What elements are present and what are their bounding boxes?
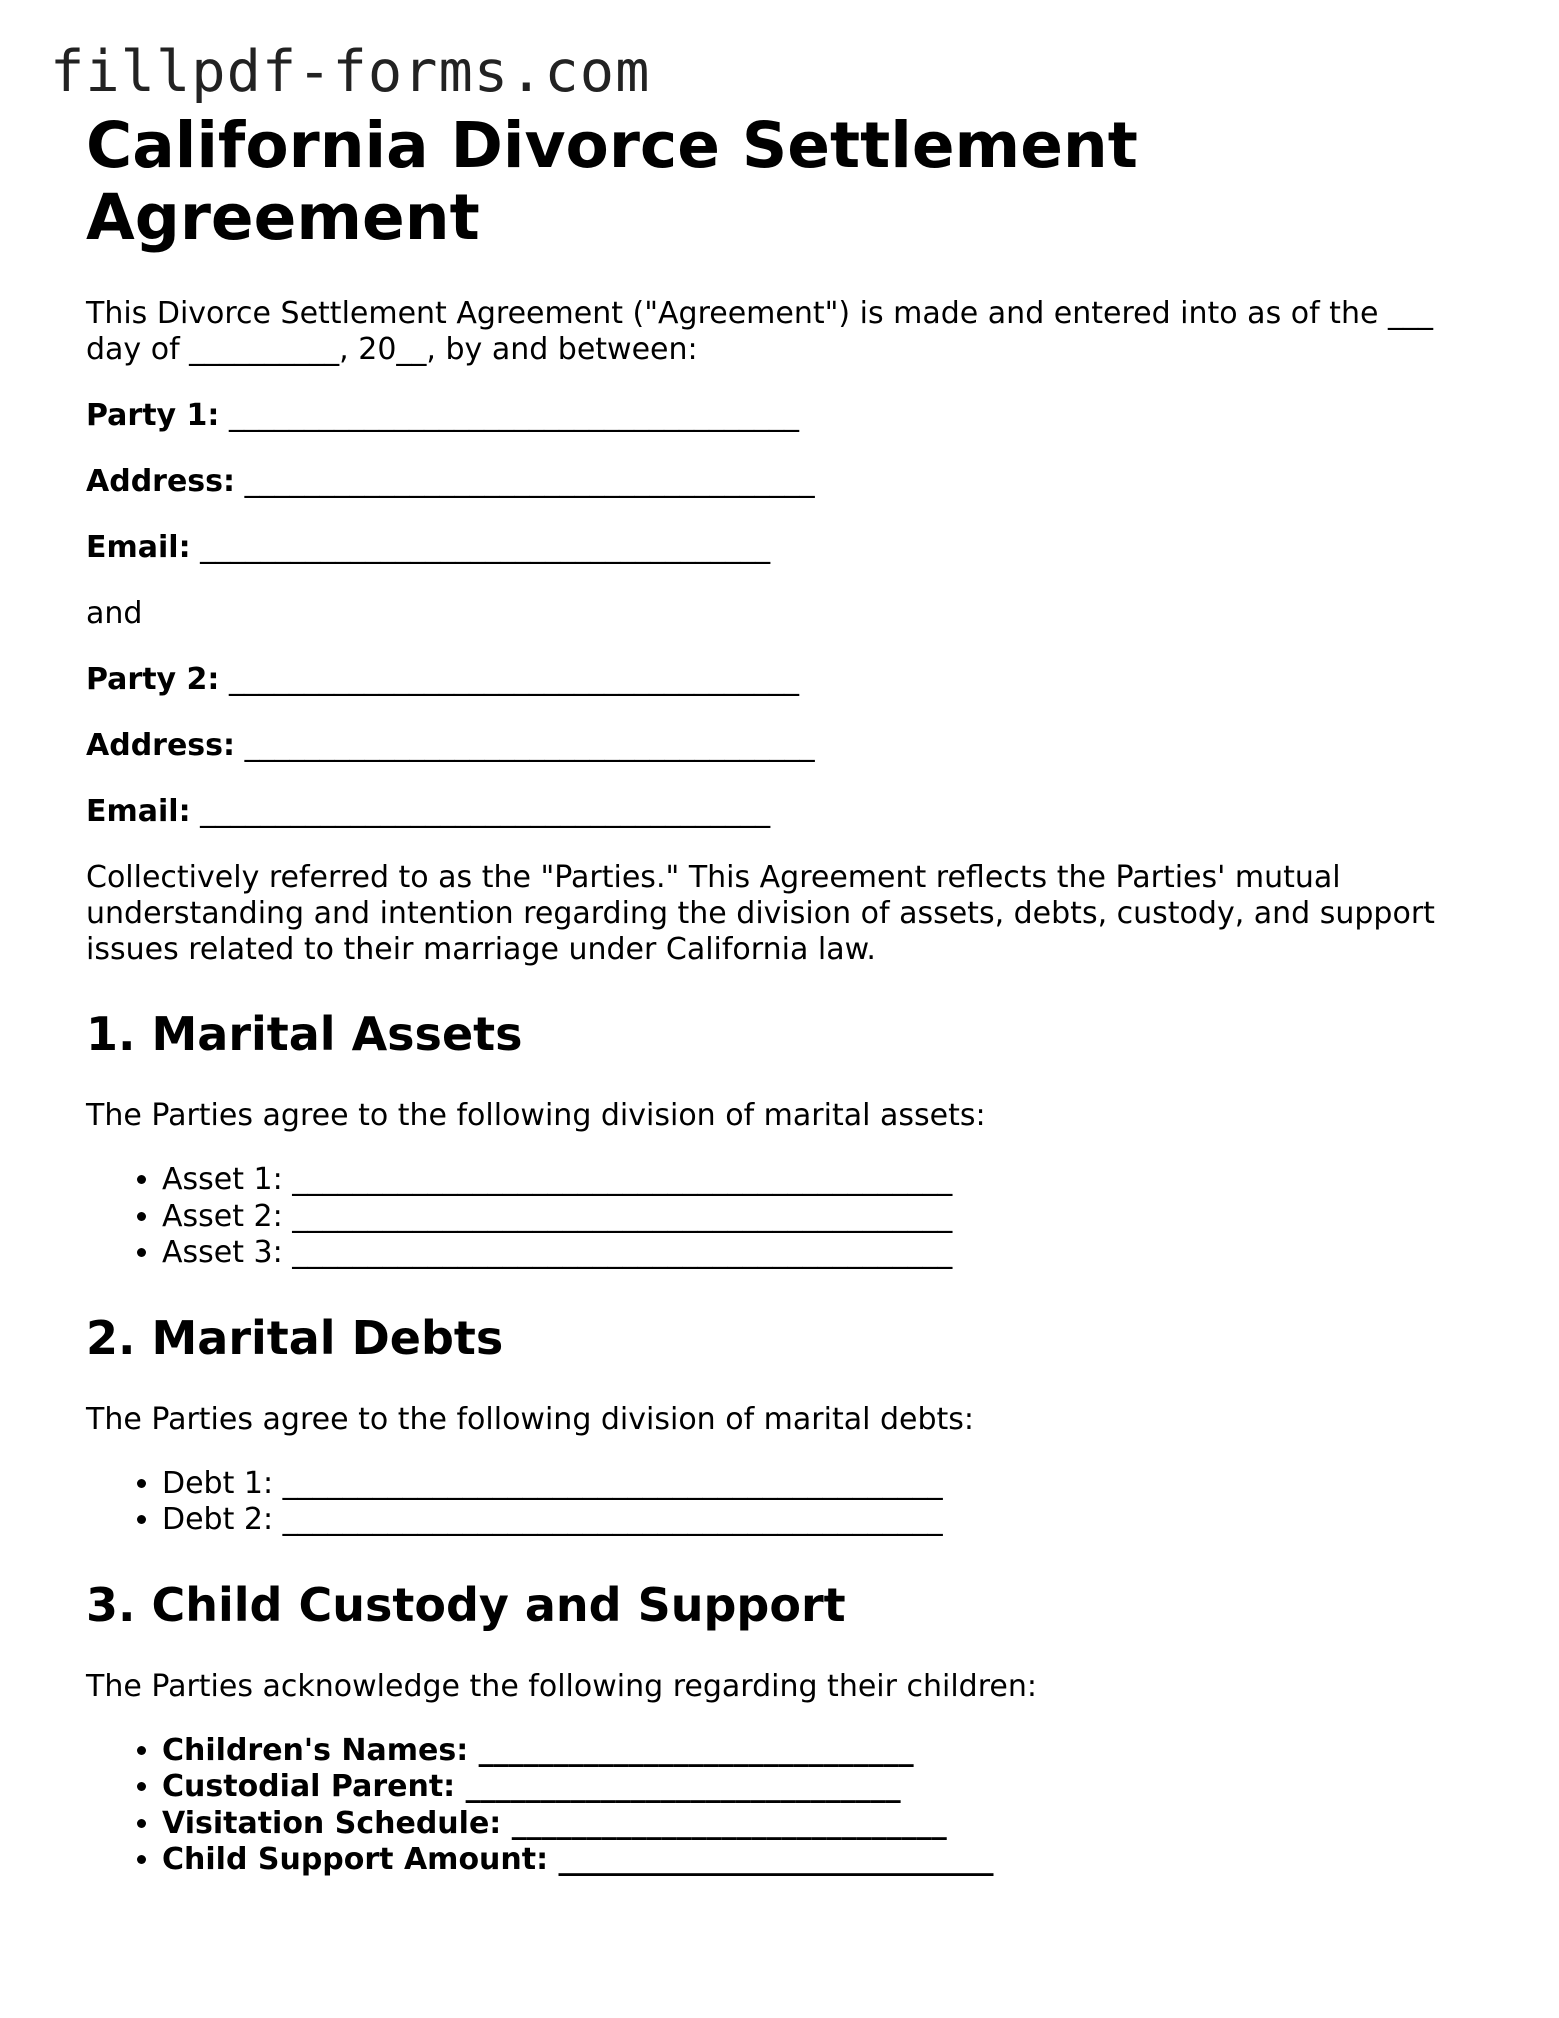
custody-item-child-support-amount[interactable]: • Child Support Amount: _____________________________	[162, 1842, 1486, 1879]
party1-email-blank[interactable]: ______________________________________	[200, 530, 771, 565]
custody-intro: The Parties acknowledge the following regarding their children:	[86, 1668, 1037, 1704]
asset-item[interactable]: • Asset 2: ____________________________________________	[162, 1199, 1486, 1236]
debts-intro: The Parties agree to the following division of marital debts:	[86, 1401, 975, 1437]
section-heading-assets: 1. Marital Assets	[86, 1007, 523, 1061]
party2-address-label: Address:	[86, 728, 236, 763]
party1-email-label: Email:	[86, 530, 191, 565]
party2-address-blank[interactable]: ______________________________________	[244, 728, 815, 763]
asset-item[interactable]: • Asset 3: ____________________________________________	[162, 1235, 1486, 1272]
debt-item[interactable]: • Debt 2: ____________________________________________	[162, 1502, 1486, 1539]
party1-name-field[interactable]	[86, 398, 1486, 434]
debt-item[interactable]: • Debt 1: ____________________________________________	[162, 1466, 1486, 1503]
intro-paragraph: This Divorce Settlement Agreement ("Agreement") is made and entered into as of the ___ day of __________, 20__, by and between:	[86, 296, 1433, 367]
custody-item-children-names[interactable]: • Children's Names: _____________________________	[162, 1733, 1486, 1770]
party2-email-blank[interactable]: ______________________________________	[200, 794, 771, 829]
party2-name-blank[interactable]: ______________________________________	[228, 662, 799, 697]
party1-address-field[interactable]	[86, 464, 1486, 500]
custody-item-visitation-schedule[interactable]: • Visitation Schedule: _____________________________	[162, 1806, 1486, 1843]
assets-intro: The Parties agree to the following division of marital assets:	[86, 1098, 986, 1133]
watermark-logo: fillpdf-forms.com	[50, 39, 651, 105]
party1-address-label: Address:	[86, 464, 236, 499]
party1-email-field[interactable]	[86, 530, 1486, 566]
section-heading-debts: 2. Marital Debts	[86, 1310, 504, 1365]
assets-list	[86, 1162, 1486, 1272]
party2-name-label: Party 2:	[86, 662, 220, 697]
custody-item-custodial-parent[interactable]: • Custodial Parent: _____________________________	[162, 1769, 1486, 1806]
collective-paragraph: Collectively referred to as the "Parties." This Agreement reflects the Parties' mutual understanding and intention regarding the division of assets, debts, custody, and support issues related to their marriage under California law.	[86, 860, 1435, 967]
document-body	[86, 110, 1486, 1879]
asset-item[interactable]: • Asset 1: ____________________________________________	[162, 1162, 1486, 1199]
debts-list	[86, 1466, 1486, 1539]
party1-name-label: Party 1:	[86, 398, 220, 433]
party2-address-field[interactable]	[86, 728, 1486, 764]
party2-email-field[interactable]	[86, 794, 1486, 830]
custody-list	[86, 1733, 1486, 1879]
party1-name-blank[interactable]: ______________________________________	[228, 398, 799, 433]
section-heading-custody: 3. Child Custody and Support	[86, 1577, 846, 1632]
party2-email-label: Email:	[86, 794, 191, 829]
party1-address-blank[interactable]: ______________________________________	[244, 464, 815, 499]
document-title: California Divorce Settlement Agreement	[86, 109, 1138, 254]
party2-name-field[interactable]	[86, 662, 1486, 698]
and-text: and	[86, 596, 143, 631]
